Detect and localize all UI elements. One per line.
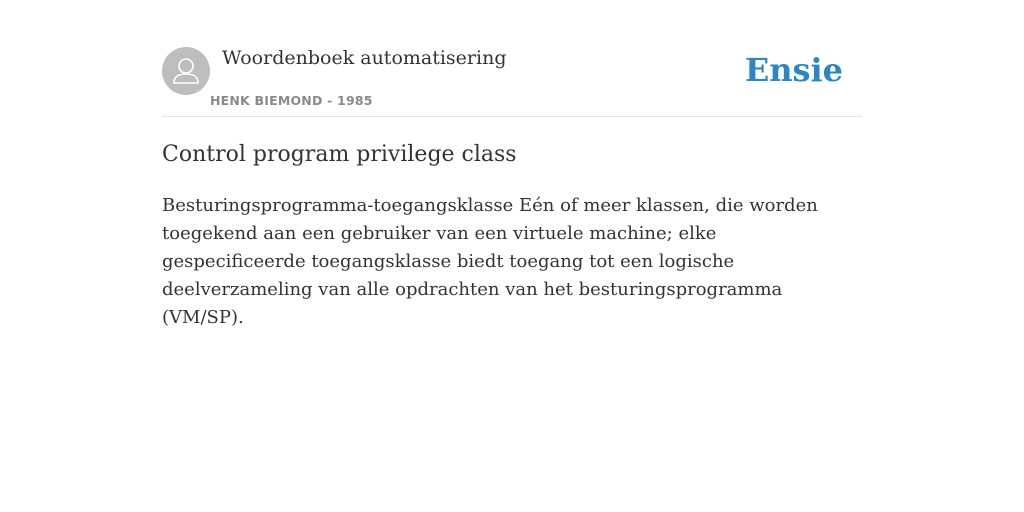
source-title[interactable]: Woordenboek automatisering <box>222 47 507 69</box>
source-author: HENK BIEMOND <box>210 93 323 108</box>
entry-title: Control program privilege class <box>162 142 517 167</box>
user-silhouette-icon <box>162 47 210 95</box>
entry-definition: Besturingsprogramma-toegangsklasse Eén of meer klassen, die worden toegekend aan een gebruiker van een virtuele machine; elke gespecificeerde toegangsklasse biedt toegang tot een logische deelverzameling van alle opdrachten van het besturingsprogramma (VM/SP). <box>162 195 818 328</box>
avatar[interactable] <box>162 47 210 95</box>
source-separator: - <box>327 93 333 108</box>
source-year: 1985 <box>337 93 373 108</box>
brand-logo-link[interactable]: Ensie <box>744 51 843 89</box>
source-meta <box>210 93 373 108</box>
source-header <box>162 46 862 117</box>
